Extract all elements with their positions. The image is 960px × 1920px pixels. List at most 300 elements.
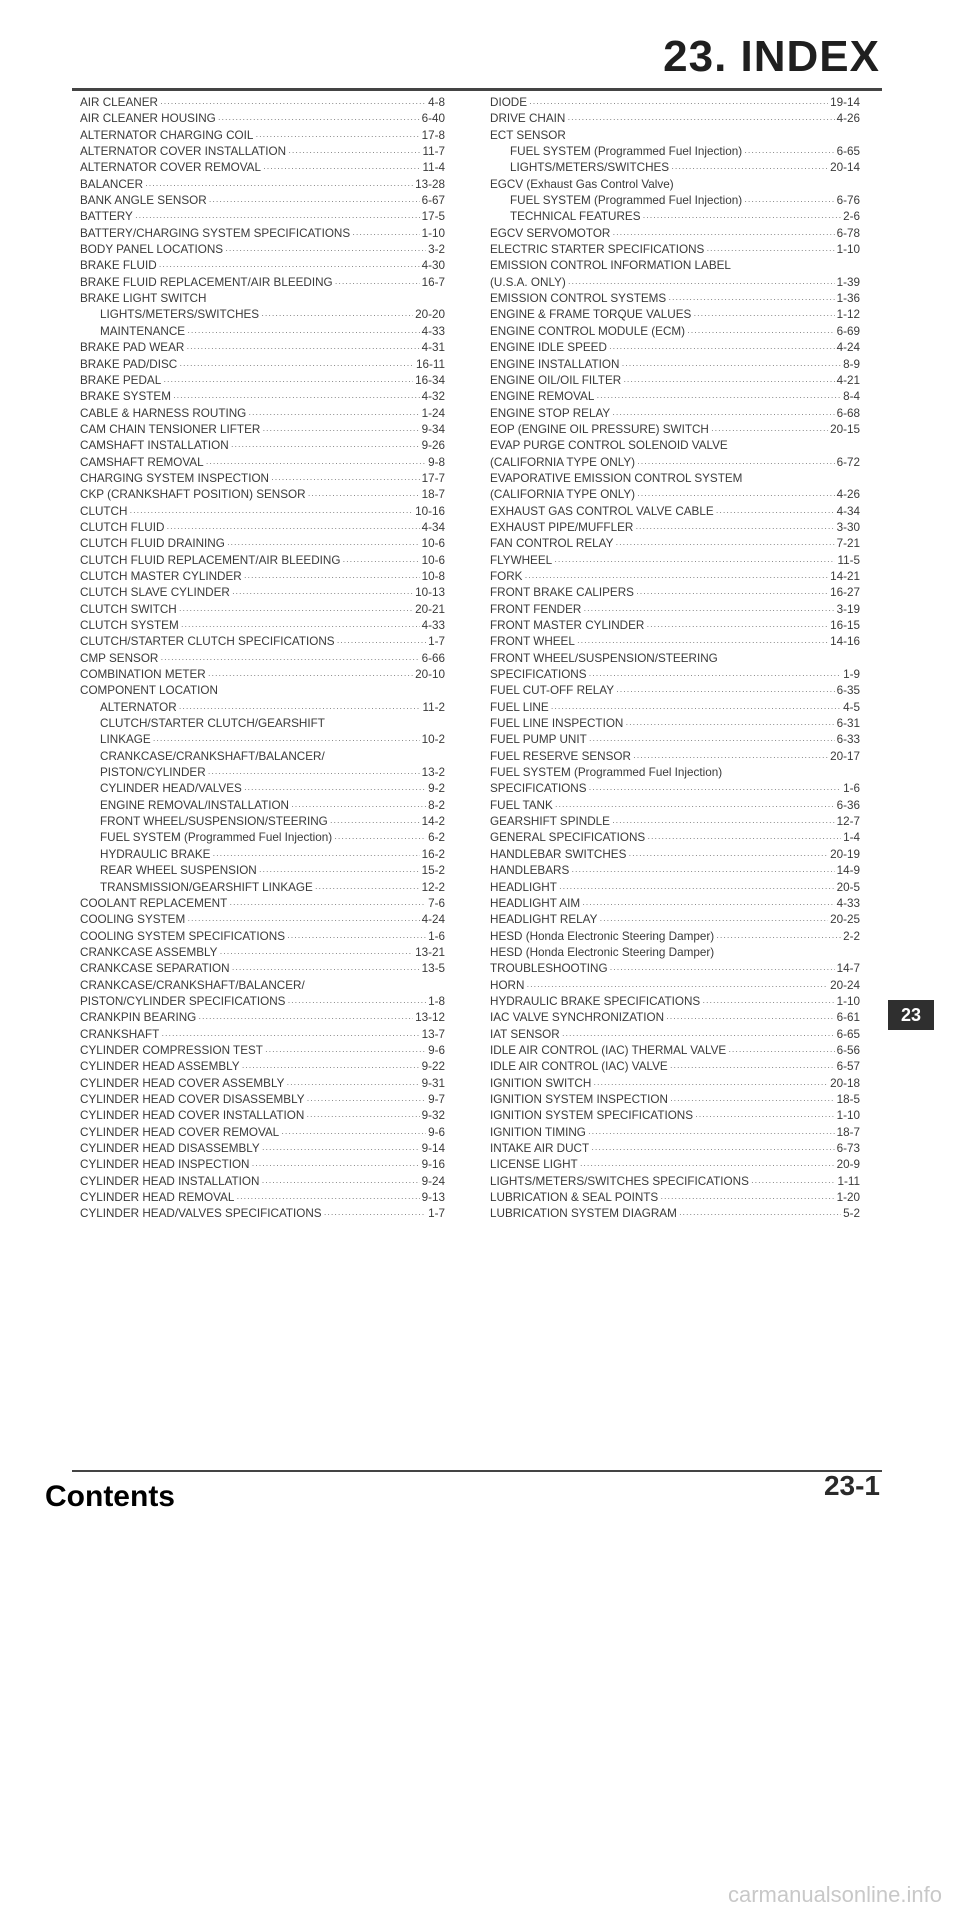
leader-dots	[159, 258, 420, 274]
index-entry-text: CRANKCASE/CRANKSHAFT/BALANCER/	[80, 978, 305, 992]
leader-dots	[612, 226, 834, 242]
index-entry-page: 9-31	[421, 1076, 445, 1090]
index-entry-page: 10-8	[421, 569, 445, 583]
leader-dots	[716, 929, 841, 945]
index-entry[interactable]	[80, 438, 445, 454]
index-entry[interactable]	[80, 307, 445, 323]
leader-dots	[187, 324, 420, 340]
index-entry[interactable]	[490, 978, 860, 994]
index-entry[interactable]	[490, 1174, 860, 1190]
leader-dots	[728, 1043, 834, 1059]
index-entry-page: 6-69	[836, 324, 860, 338]
index-entry[interactable]	[490, 422, 860, 438]
index-entry[interactable]	[80, 340, 445, 356]
index-entry[interactable]	[490, 716, 860, 732]
index-entry-page: 4-21	[836, 373, 860, 387]
index-entry[interactable]	[80, 1190, 445, 1206]
index-entry[interactable]	[80, 324, 445, 340]
index-entry-text: FLYWHEEL	[490, 553, 553, 567]
index-entry[interactable]	[490, 961, 860, 977]
leader-dots	[610, 961, 835, 977]
index-entry-text: ELECTRIC STARTER SPECIFICATIONS	[490, 243, 705, 257]
index-entry[interactable]	[80, 1059, 445, 1075]
index-entry-page: 7-6	[428, 896, 445, 910]
index-entry-text: IDLE AIR CONTROL (IAC) VALVE	[490, 1060, 668, 1074]
index-entry[interactable]	[490, 814, 860, 830]
leader-dots	[702, 994, 834, 1010]
index-entry[interactable]	[80, 209, 445, 225]
leader-dots	[307, 1092, 427, 1108]
index-entry-text: COOLANT REPLACEMENT	[80, 896, 228, 910]
index-entry[interactable]	[80, 847, 445, 863]
index-entry-page: 11-4	[422, 161, 445, 175]
index-entry-text: CYLINDER COMPRESSION TEST	[80, 1043, 263, 1057]
index-entry[interactable]	[80, 487, 445, 503]
index-entry-page: 20-17	[830, 749, 860, 763]
index-entry[interactable]	[80, 667, 445, 683]
index-entry-page: 2-2	[843, 929, 860, 943]
index-entry-page: 20-5	[836, 880, 860, 894]
leader-dots	[693, 307, 834, 323]
index-entry-text: HEADLIGHT	[490, 880, 557, 894]
index-entry-text: CAMSHAFT INSTALLATION	[80, 439, 229, 453]
index-entry-page: 6-76	[836, 194, 860, 208]
index-entry[interactable]	[80, 144, 445, 160]
index-entry-page: 8-4	[843, 390, 860, 404]
index-entry-text: BALANCER	[80, 177, 144, 191]
index-entry-page: 5-2	[843, 1207, 860, 1221]
leader-dots	[589, 667, 842, 683]
index-entry[interactable]	[490, 1010, 860, 1026]
index-entry-page: 17-8	[421, 128, 445, 142]
leader-dots	[616, 683, 835, 699]
index-entry-text: CLUTCH SLAVE CYLINDER	[80, 586, 230, 600]
index-entry-page: 11-7	[422, 145, 445, 159]
index-entry-text: COOLING SYSTEM SPECIFICATIONS	[80, 929, 285, 943]
index-entry[interactable]	[80, 193, 445, 209]
index-entry-text: FORK	[490, 569, 523, 583]
leader-dots	[744, 193, 835, 209]
index-entry[interactable]	[80, 602, 445, 618]
index-entry-text: CLUTCH FLUID	[80, 520, 165, 534]
index-entry-text: BRAKE PAD/DISC	[80, 357, 178, 371]
index-entry[interactable]	[490, 994, 860, 1010]
index-entry[interactable]	[80, 95, 445, 111]
index-entry[interactable]	[80, 1092, 445, 1108]
index-entry[interactable]	[490, 667, 860, 683]
index-entry[interactable]	[80, 1043, 445, 1059]
index-entry[interactable]	[490, 275, 860, 291]
leader-dots	[179, 602, 413, 618]
index-entry-page: 16-27	[830, 586, 860, 600]
index-entry[interactable]	[490, 553, 860, 569]
index-entry-text: BRAKE FLUID REPLACEMENT/AIR BLEEDING	[80, 275, 333, 289]
index-entry[interactable]	[490, 847, 860, 863]
index-entry-text: FUEL CUT-OFF RELAY	[490, 684, 615, 698]
index-entry[interactable]	[490, 307, 860, 323]
index-entry[interactable]	[80, 781, 445, 797]
index-entry[interactable]	[490, 160, 860, 176]
index-entry[interactable]	[490, 1141, 860, 1157]
leader-dots	[593, 1076, 828, 1092]
index-entry[interactable]	[490, 1076, 860, 1092]
index-entry[interactable]	[80, 1174, 445, 1190]
index-entry-text: ECT SENSOR	[490, 128, 566, 142]
index-entry[interactable]	[80, 994, 445, 1010]
leader-dots	[706, 242, 834, 258]
index-entry-page: 17-7	[421, 471, 445, 485]
leader-dots	[666, 1010, 835, 1026]
leader-dots	[687, 324, 835, 340]
leader-dots	[219, 945, 413, 961]
index-entry[interactable]	[490, 209, 860, 225]
index-entry-text: FUEL TANK	[490, 798, 553, 812]
leader-dots	[259, 863, 420, 879]
index-entry[interactable]	[490, 291, 860, 307]
index-entry-text: EGCV SERVOMOTOR	[490, 226, 611, 240]
index-entry-text: INTAKE AIR DUCT	[490, 1142, 590, 1155]
index-entry[interactable]	[80, 160, 445, 176]
index-entry-text: EVAP PURGE CONTROL SOLENOID VALVE	[490, 439, 728, 453]
index-entry[interactable]	[490, 95, 860, 111]
index-entry[interactable]	[80, 128, 445, 144]
leader-dots	[244, 781, 426, 797]
index-entry[interactable]	[80, 258, 445, 274]
index-entry-text: HANDLEBARS	[490, 864, 570, 878]
index-entry-text: CYLINDER HEAD/VALVES	[100, 782, 242, 796]
leader-dots	[555, 798, 835, 814]
index-entry-page: 20-18	[830, 1076, 860, 1090]
index-entry-page: 3-19	[836, 602, 860, 616]
leader-dots	[281, 1125, 426, 1141]
index-entry[interactable]	[80, 798, 445, 814]
index-entry[interactable]	[80, 242, 445, 258]
index-entry-text: ENGINE CONTROL MODULE (ECM)	[490, 324, 686, 338]
index-entry-page: 7-21	[836, 537, 860, 551]
index-entry-page: 1-9	[843, 668, 860, 682]
leader-dots	[179, 357, 414, 373]
leader-dots	[324, 1206, 426, 1222]
leader-dots	[571, 863, 834, 879]
index-entry-text: TECHNICAL FEATURES	[510, 210, 641, 224]
leader-dots	[252, 1157, 420, 1173]
index-entry-text: EGCV (Exhaust Gas Control Valve)	[490, 177, 674, 191]
index-entry[interactable]	[80, 961, 445, 977]
index-entry[interactable]	[490, 896, 860, 912]
index-entry[interactable]	[80, 111, 445, 127]
index-entry[interactable]	[80, 1125, 445, 1141]
index-entry-text: ENGINE REMOVAL	[490, 390, 595, 404]
leader-dots	[153, 732, 420, 748]
index-entry[interactable]	[490, 634, 860, 650]
index-entry[interactable]	[490, 683, 860, 699]
index-entry[interactable]	[80, 177, 445, 193]
index-entry-page: 1-6	[428, 929, 445, 943]
index-entry-page: 9-32	[421, 1109, 445, 1123]
index-entry[interactable]	[490, 929, 860, 945]
index-entry-page: 16-34	[415, 373, 445, 387]
index-entry[interactable]	[80, 536, 445, 552]
index-entry-text: LIGHTS/METERS/SWITCHES SPECIFICATIONS	[490, 1174, 749, 1188]
index-entry[interactable]	[490, 1059, 860, 1075]
index-entry-text: LINKAGE	[100, 733, 151, 747]
leader-dots	[161, 1027, 419, 1043]
index-entry-text: CLUTCH MASTER CYLINDER	[80, 569, 242, 583]
index-entry[interactable]	[80, 634, 445, 650]
leader-dots	[236, 1190, 419, 1206]
index-entry	[490, 945, 860, 961]
index-entry-page: 4-31	[421, 341, 445, 355]
index-entry[interactable]	[80, 553, 445, 569]
leader-dots	[208, 667, 413, 683]
index-entry-text: CLUTCH/STARTER CLUTCH SPECIFICATIONS	[80, 635, 335, 649]
leader-dots	[287, 994, 426, 1010]
index-entry[interactable]	[80, 1108, 445, 1124]
index-entry[interactable]	[490, 1190, 860, 1206]
index-entry	[80, 749, 445, 765]
index-entry[interactable]	[80, 471, 445, 487]
leader-dots	[218, 111, 420, 127]
index-entry	[490, 765, 860, 781]
leader-dots	[308, 487, 420, 503]
index-entry-page: 18-7	[836, 1125, 860, 1139]
index-entry[interactable]	[490, 798, 860, 814]
index-entry[interactable]	[80, 700, 445, 716]
index-entry[interactable]	[80, 1010, 445, 1026]
index-entry[interactable]	[490, 487, 860, 503]
leader-dots	[589, 781, 842, 797]
index-entry[interactable]	[490, 1206, 860, 1222]
index-entry[interactable]	[490, 830, 860, 846]
index-entry-page: 1-12	[836, 308, 860, 322]
contents-link[interactable]: Contents	[45, 1480, 175, 1513]
index-entry[interactable]	[490, 569, 860, 585]
index-entry-text: ENGINE INSTALLATION	[490, 357, 620, 371]
index-entry[interactable]	[490, 749, 860, 765]
index-entry-text: BATTERY	[80, 210, 133, 224]
index-entry[interactable]	[490, 226, 860, 242]
index-entry[interactable]	[490, 455, 860, 471]
index-entry[interactable]	[490, 373, 860, 389]
index-entry-text: FUEL LINE	[490, 700, 549, 714]
index-entry[interactable]	[490, 700, 860, 716]
index-entry[interactable]	[80, 912, 445, 928]
index-entry[interactable]	[490, 863, 860, 879]
index-entry-page: 4-26	[836, 112, 860, 126]
index-entry[interactable]	[490, 193, 860, 209]
leader-dots	[551, 700, 841, 716]
index-entry[interactable]	[490, 242, 860, 258]
leader-dots	[637, 487, 835, 503]
index-entry-text: (CALIFORNIA TYPE ONLY)	[490, 455, 636, 469]
index-entry-text: (U.S.A. ONLY)	[490, 275, 566, 289]
index-entry-page: 14-21	[830, 569, 860, 583]
leader-dots	[599, 912, 828, 928]
index-entry-page: 1-10	[421, 226, 445, 240]
index-entry-text: MAINTENANCE	[100, 324, 186, 338]
index-entry[interactable]	[80, 814, 445, 830]
index-entry-text: IAC VALVE SYNCHRONIZATION	[490, 1011, 665, 1025]
index-entry-page: 4-33	[421, 324, 445, 338]
index-entry-text: ALTERNATOR COVER REMOVAL	[80, 161, 261, 175]
leader-dots	[315, 880, 420, 896]
index-entry-page: 6-33	[836, 733, 860, 747]
index-entry-text: FUEL LINE INSPECTION	[490, 717, 624, 731]
index-entry[interactable]	[80, 896, 445, 912]
leader-dots	[679, 1206, 841, 1222]
index-entry	[490, 471, 860, 487]
index-entry-page: 6-56	[836, 1043, 860, 1057]
index-entry[interactable]	[490, 144, 860, 160]
index-entry[interactable]	[80, 651, 445, 667]
index-entry-text: FUEL PUMP UNIT	[490, 733, 587, 747]
index-entry-text: ENGINE REMOVAL/INSTALLATION	[100, 798, 289, 812]
index-entry-page: 13-28	[415, 177, 445, 191]
index-entry[interactable]	[490, 406, 860, 422]
index-entry[interactable]	[80, 389, 445, 405]
index-entry[interactable]	[490, 324, 860, 340]
index-entry[interactable]	[490, 520, 860, 536]
index-entry-page: 4-30	[421, 259, 445, 273]
leader-dots	[198, 1010, 413, 1026]
index-entry[interactable]	[490, 1157, 860, 1173]
index-column-right	[490, 95, 860, 1223]
index-entry[interactable]	[80, 1141, 445, 1157]
index-entry[interactable]	[80, 830, 445, 846]
index-entry[interactable]	[490, 389, 860, 405]
index-entry-text: IGNITION SWITCH	[490, 1076, 592, 1090]
index-entry-page: 19-14	[830, 96, 860, 109]
index-entry[interactable]	[490, 1092, 860, 1108]
index-entry-text: BRAKE LIGHT SWITCH	[80, 292, 207, 306]
index-entry[interactable]	[490, 732, 860, 748]
index-entry-page: 9-26	[421, 439, 445, 453]
index-entry[interactable]	[80, 929, 445, 945]
index-entry[interactable]	[490, 536, 860, 552]
leader-dots	[751, 1174, 836, 1190]
leader-dots	[633, 749, 828, 765]
index-entry[interactable]	[80, 455, 445, 471]
index-entry[interactable]	[80, 357, 445, 373]
index-entry-page: 6-72	[836, 455, 860, 469]
leader-dots	[660, 1190, 834, 1206]
leader-dots	[589, 732, 835, 748]
index-entry[interactable]	[80, 732, 445, 748]
index-entry[interactable]	[80, 863, 445, 879]
index-entry[interactable]	[80, 1157, 445, 1173]
leader-dots	[163, 373, 413, 389]
index-entry[interactable]	[80, 1206, 445, 1222]
index-entry-page: 20-15	[830, 422, 860, 436]
leader-dots	[231, 438, 420, 454]
index-entry[interactable]	[80, 226, 445, 242]
leader-dots	[591, 1141, 834, 1157]
index-entry[interactable]	[490, 585, 860, 601]
index-entry-page: 6-78	[836, 226, 860, 240]
leader-dots	[330, 814, 420, 830]
index-entry-text: CYLINDER HEAD DISASSEMBLY	[80, 1142, 260, 1155]
index-entry-text: LIGHTS/METERS/SWITCHES	[100, 308, 260, 322]
leader-dots	[567, 111, 834, 127]
index-entry[interactable]	[80, 422, 445, 438]
index-entry-text: CLUTCH	[80, 504, 128, 518]
leader-dots	[261, 1174, 419, 1190]
leader-dots	[529, 95, 828, 111]
index-entry[interactable]	[490, 340, 860, 356]
index-entry[interactable]	[80, 373, 445, 389]
index-entry[interactable]	[490, 781, 860, 797]
index-entry-page: 1-7	[428, 1207, 445, 1221]
index-entry-page: 4-24	[836, 341, 860, 355]
index-entry[interactable]	[490, 504, 860, 520]
leader-dots	[596, 389, 841, 405]
index-entry[interactable]	[490, 912, 860, 928]
index-entry[interactable]	[80, 275, 445, 291]
index-entry-text: ALTERNATOR CHARGING COIL	[80, 128, 254, 142]
index-entry[interactable]	[490, 1125, 860, 1141]
leader-dots	[291, 798, 426, 814]
leader-dots	[179, 700, 421, 716]
index-entry[interactable]	[80, 406, 445, 422]
index-entry-text: EOP (ENGINE OIL PRESSURE) SWITCH	[490, 422, 709, 436]
section-tab-marker[interactable]: 23	[888, 1000, 934, 1030]
index-entry[interactable]	[80, 945, 445, 961]
index-entry[interactable]	[80, 765, 445, 781]
leader-dots	[643, 209, 842, 225]
index-entry-page: 4-34	[836, 504, 860, 518]
index-entry[interactable]	[80, 520, 445, 536]
index-entry[interactable]	[80, 585, 445, 601]
index-entry[interactable]	[490, 1027, 860, 1043]
index-entry-page: 14-9	[836, 864, 860, 878]
index-entry[interactable]	[80, 618, 445, 634]
index-entry[interactable]	[490, 1108, 860, 1124]
index-entry-page: 20-24	[830, 978, 860, 992]
index-entry[interactable]	[80, 504, 445, 520]
leader-dots	[623, 373, 834, 389]
index-entry-text: CAMSHAFT REMOVAL	[80, 455, 204, 469]
index-entry-page: 9-14	[421, 1142, 445, 1155]
index-entry-page: 6-68	[836, 406, 860, 420]
index-entry[interactable]	[80, 880, 445, 896]
index-entry-text: HESD (Honda Electronic Steering Damper)	[490, 929, 715, 943]
leader-dots	[209, 193, 420, 209]
index-entry[interactable]	[490, 111, 860, 127]
index-entry[interactable]	[490, 880, 860, 896]
leader-dots	[612, 814, 835, 830]
index-entry[interactable]	[80, 1027, 445, 1043]
index-entry-page: 4-33	[421, 619, 445, 632]
index-entry-text: CAM CHAIN TENSIONER LIFTER	[80, 422, 261, 436]
index-entry[interactable]	[490, 1043, 860, 1059]
index-entry-text: AIR CLEANER	[80, 96, 158, 109]
index-entry-page: 3-30	[836, 520, 860, 534]
index-entry[interactable]	[490, 357, 860, 373]
leader-dots	[160, 95, 426, 111]
index-entry[interactable]	[80, 569, 445, 585]
index-entry[interactable]	[490, 602, 860, 618]
index-entry-text: SPECIFICATIONS	[490, 668, 587, 682]
leader-dots	[229, 896, 426, 912]
index-entry-text: CRANKCASE ASSEMBLY	[80, 945, 218, 959]
index-entry[interactable]	[80, 1076, 445, 1092]
index-entry[interactable]	[490, 618, 860, 634]
leader-dots	[160, 651, 419, 667]
leader-dots	[227, 536, 420, 552]
index-entry-page: 1-24	[421, 406, 445, 420]
index-entry-page: 6-65	[836, 145, 860, 159]
index-entry-text: BATTERY/CHARGING SYSTEM SPECIFICATIONS	[80, 226, 351, 240]
